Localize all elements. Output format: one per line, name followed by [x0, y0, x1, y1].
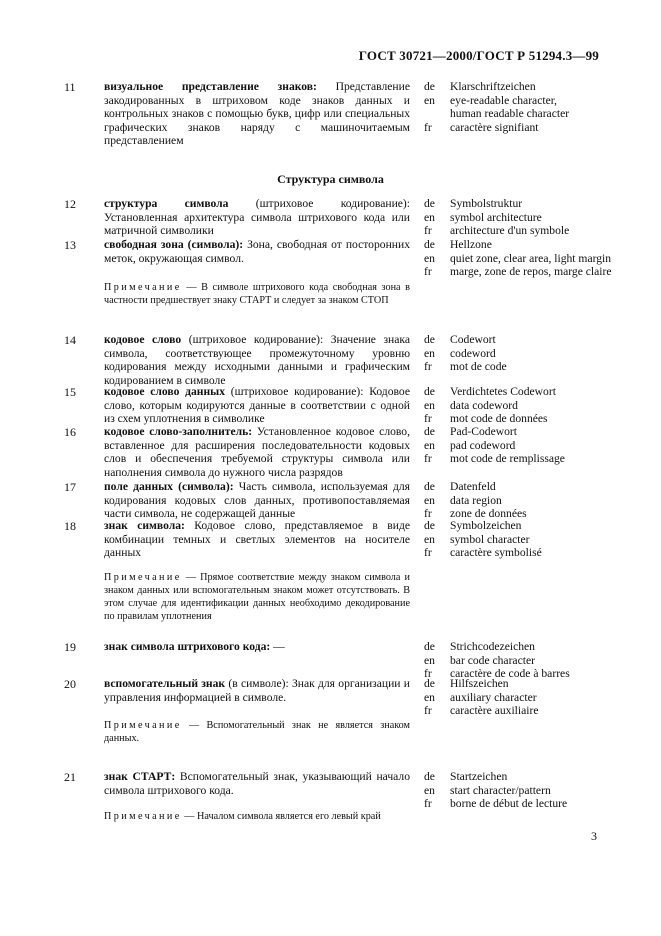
translation-row [424, 452, 624, 466]
entry-number: 19 [64, 640, 76, 654]
translation-row [424, 425, 624, 439]
entry-text: (штриховое кодирование): Установленная архитектура символа штрихового кода или матричной символики [104, 197, 410, 237]
translation-text: Klarschriftzeichen [450, 80, 536, 93]
translation-lang: fr [424, 452, 432, 465]
translation-lang: fr [424, 507, 432, 520]
translation-text: data codeword [450, 398, 518, 412]
note-text: — В символе штрихового кода свободная зона в частности предшествует знаку СТАРТ и следует за знаком СТОП [104, 282, 410, 306]
translation-row [424, 519, 624, 533]
translations [424, 480, 624, 521]
translation-lang: de [424, 519, 435, 532]
translation-lang: en [424, 346, 435, 360]
translation-lang: de [424, 640, 435, 653]
translation-lang: de [424, 238, 435, 251]
translations [424, 80, 624, 134]
translations [424, 425, 624, 466]
entry-term: знак СТАРТ: [104, 770, 176, 783]
translation-text: Pad-Codewort [450, 425, 517, 438]
translation-lang: fr [424, 360, 432, 373]
translation-text: eye-readable character, [450, 93, 558, 107]
page-number: 3 [591, 829, 597, 843]
entry-text: (штриховое кодирование): Кодовое слово, которым кодируются данные в соответствии с одной из схем уплотнения в символике [104, 385, 410, 425]
note-label: Примечание [104, 720, 182, 731]
translation-row [424, 121, 624, 135]
translation-lang: de [424, 333, 435, 346]
entry-definition [104, 640, 410, 654]
translation-text: caractère symbolisé [450, 546, 542, 559]
translation-row [424, 94, 624, 108]
translation-row [424, 347, 624, 361]
translation-text: mot code de remplissage [450, 452, 565, 465]
entry-term: визуальное представление знаков: [104, 80, 317, 93]
translation-row [424, 480, 624, 494]
translations [424, 640, 624, 681]
entry-term: вспомогательный знак [104, 677, 226, 690]
translation-row [424, 691, 624, 705]
translation-row [424, 439, 624, 453]
translation-text: codeword [450, 346, 496, 360]
note-text: — Прямое соответствие между знаком символа и знаком данных или вспомогательным знаком может отсутствовать. В этом случае для идентификации данных необходимо декодирование по правилам уплотнения [104, 572, 410, 622]
translation-lang: de [424, 80, 435, 93]
document-header: ГОСТ 30721—2000/ГОСТ Р 51294.3—99 [358, 48, 599, 63]
translation-text: Startzeichen [450, 770, 508, 783]
translation-row [424, 494, 624, 508]
translation-text: Strichcodezeichen [450, 640, 535, 653]
translation-text: human readable character [450, 107, 570, 120]
translation-lang: en [424, 210, 435, 224]
entry-note [104, 810, 410, 823]
entry-number: 12 [64, 197, 76, 211]
translation-row [424, 533, 624, 547]
translation-text: start character/pattern [450, 783, 551, 797]
translation-lang: en [424, 532, 435, 546]
entry-text: Зона, свободная от посторонних меток, окружающая символ. [104, 238, 410, 265]
translation-lang: fr [424, 546, 432, 559]
translation-text: architecture d'un symbole [450, 224, 570, 237]
translation-row [424, 197, 624, 211]
translation-lang: fr [424, 120, 432, 134]
translations [424, 197, 624, 238]
note-label: Примечание [104, 811, 182, 822]
translations [424, 677, 624, 718]
note-text: — Вспомогательный знак не является знаком данных. [104, 720, 410, 744]
section-title: Структура символа [277, 172, 384, 186]
entry-text: Кодовое слово, представляемое в виде комбинации темных и светлых элементов на носителе данных [104, 519, 410, 559]
translation-row [424, 333, 624, 347]
entry-text: Часть символа, используемая для кодирования кодовых слов данных, противопоставляемая части символа, не содержащей данные [104, 480, 411, 520]
translation-row [424, 224, 624, 238]
entry-definition [104, 677, 410, 704]
translations [424, 238, 624, 279]
translation-text: caractère signifiant [450, 120, 539, 134]
entry-text: Вспомогательный знак, указывающий начало символа штрихового кода. [104, 770, 410, 797]
entry-term: свободная зона (символа): [104, 238, 244, 251]
translation-row [424, 399, 624, 413]
translation-text: caractère auxiliaire [450, 704, 539, 717]
entry-definition [104, 238, 410, 265]
translations [424, 333, 624, 374]
translations [424, 519, 624, 560]
translation-row [424, 546, 624, 560]
translation-lang: fr [424, 797, 432, 810]
translation-text: mot de code [450, 360, 507, 373]
translation-lang: en [424, 690, 435, 704]
translation-row [424, 704, 624, 718]
translation-text: Hellzone [450, 238, 492, 251]
entry-term: кодовое слово-заполнитель: [104, 425, 253, 438]
translation-lang: en [424, 398, 435, 412]
translation-row [424, 80, 624, 94]
translation-lang: de [424, 385, 435, 398]
entry-definition [104, 333, 410, 387]
translation-lang: fr [424, 224, 432, 237]
translation-row [424, 252, 624, 266]
entry-note [104, 571, 410, 623]
translation-text: data region [450, 493, 502, 507]
translation-lang: en [424, 438, 435, 452]
translation-text: Verdichtetes Codewort [450, 385, 556, 398]
entry-number: 18 [64, 519, 76, 533]
translation-row [424, 640, 624, 654]
entry-number: 21 [64, 770, 76, 784]
entry-text: (штриховое кодирование): Значение знака символа, соответствующее промежуточному уровню кодирования между исходными данными и графическим кодированием в символе [104, 333, 410, 387]
note-label: Примечание [104, 282, 182, 293]
translation-lang: fr [424, 667, 432, 680]
translation-row [424, 784, 624, 798]
entry-term: кодовое слово [104, 333, 182, 346]
translation-row [424, 412, 624, 426]
translation-row [424, 238, 624, 252]
translation-lang: en [424, 653, 435, 667]
translation-row [424, 211, 624, 225]
translation-row [424, 677, 624, 691]
translation-lang: fr [424, 412, 432, 425]
entry-term: поле данных (символа): [104, 480, 234, 493]
translation-text: Datenfeld [450, 480, 496, 493]
translation-text: Symbolstruktur [450, 197, 523, 210]
translation-lang: de [424, 770, 435, 783]
translation-text: auxiliary character [450, 690, 537, 704]
translation-text: pad codeword [450, 438, 516, 452]
translation-text: zone de données [450, 507, 527, 520]
entry-term: структура символа [104, 197, 229, 210]
entry-number: 20 [64, 677, 76, 691]
translation-lang [424, 107, 450, 121]
translation-text: quiet zone, clear area, light margin [450, 251, 612, 265]
entry-definition [104, 197, 410, 238]
entry-number: 11 [64, 80, 76, 94]
translation-lang: en [424, 93, 435, 107]
entry-number: 15 [64, 385, 76, 399]
translation-row [424, 265, 624, 279]
entry-text: Установленное кодовое слово, вставленное для расширения последовательности кодовых слов и обеспечения требуемой структуры символа или наполнения символа до нужного числа разрядов [104, 425, 410, 479]
entry-note [104, 719, 410, 745]
entry-number: 13 [64, 238, 76, 252]
entry-definition [104, 80, 410, 148]
entry-definition [104, 385, 410, 426]
translation-row [424, 360, 624, 374]
translation-text: symbol character [450, 532, 530, 546]
translation-lang: de [424, 197, 435, 210]
note-text: — Началом символа является его левый край [181, 811, 381, 822]
translation-text: Symbolzeichen [450, 519, 522, 532]
entry-definition [104, 519, 410, 560]
translation-text: Codewort [450, 333, 496, 346]
entry-term: знак символа штрихового кода: [104, 640, 271, 653]
translation-lang: fr [424, 704, 432, 717]
translation-text: mot code de données [450, 412, 548, 425]
translation-row [424, 107, 624, 121]
translation-lang: de [424, 425, 435, 438]
translation-lang: de [424, 677, 435, 690]
entry-definition [104, 425, 410, 479]
translation-lang: en [424, 493, 435, 507]
entry-term: кодовое слово данных [104, 385, 225, 398]
entry-text: Представление закодированных в штриховом коде знаков данных и контрольных знаков с помощью букв, цифр или специальных графических знаков наряду с машиночитаемым представлением [104, 80, 410, 147]
translation-row [424, 385, 624, 399]
translation-lang: en [424, 783, 435, 797]
translation-text: bar code character [450, 653, 535, 667]
translations [424, 770, 624, 811]
entry-text: (в символе): Знак для организации и управления информацией в символе. [104, 677, 410, 704]
translation-text: caractère de code à barres [450, 667, 570, 680]
entry-text: — [270, 640, 285, 653]
note-label: Примечание [104, 572, 182, 583]
translation-text: borne de début de lecture [450, 797, 568, 810]
entry-number: 14 [64, 333, 76, 347]
entry-number: 17 [64, 480, 76, 494]
translation-text: marge, zone de repos, marge claire [450, 265, 612, 278]
translation-text: symbol architecture [450, 210, 542, 224]
translation-lang: fr [424, 265, 432, 278]
entry-definition [104, 480, 410, 521]
entry-number: 16 [64, 425, 76, 439]
entry-term: знак символа: [104, 519, 185, 532]
entry-definition [104, 770, 410, 797]
translation-row [424, 654, 624, 668]
translation-lang: en [424, 251, 435, 265]
translation-row [424, 770, 624, 784]
translation-row [424, 797, 624, 811]
translation-text: Hilfszeichen [450, 677, 509, 690]
entry-note [104, 281, 410, 307]
translations [424, 385, 624, 426]
translation-lang: de [424, 480, 435, 493]
